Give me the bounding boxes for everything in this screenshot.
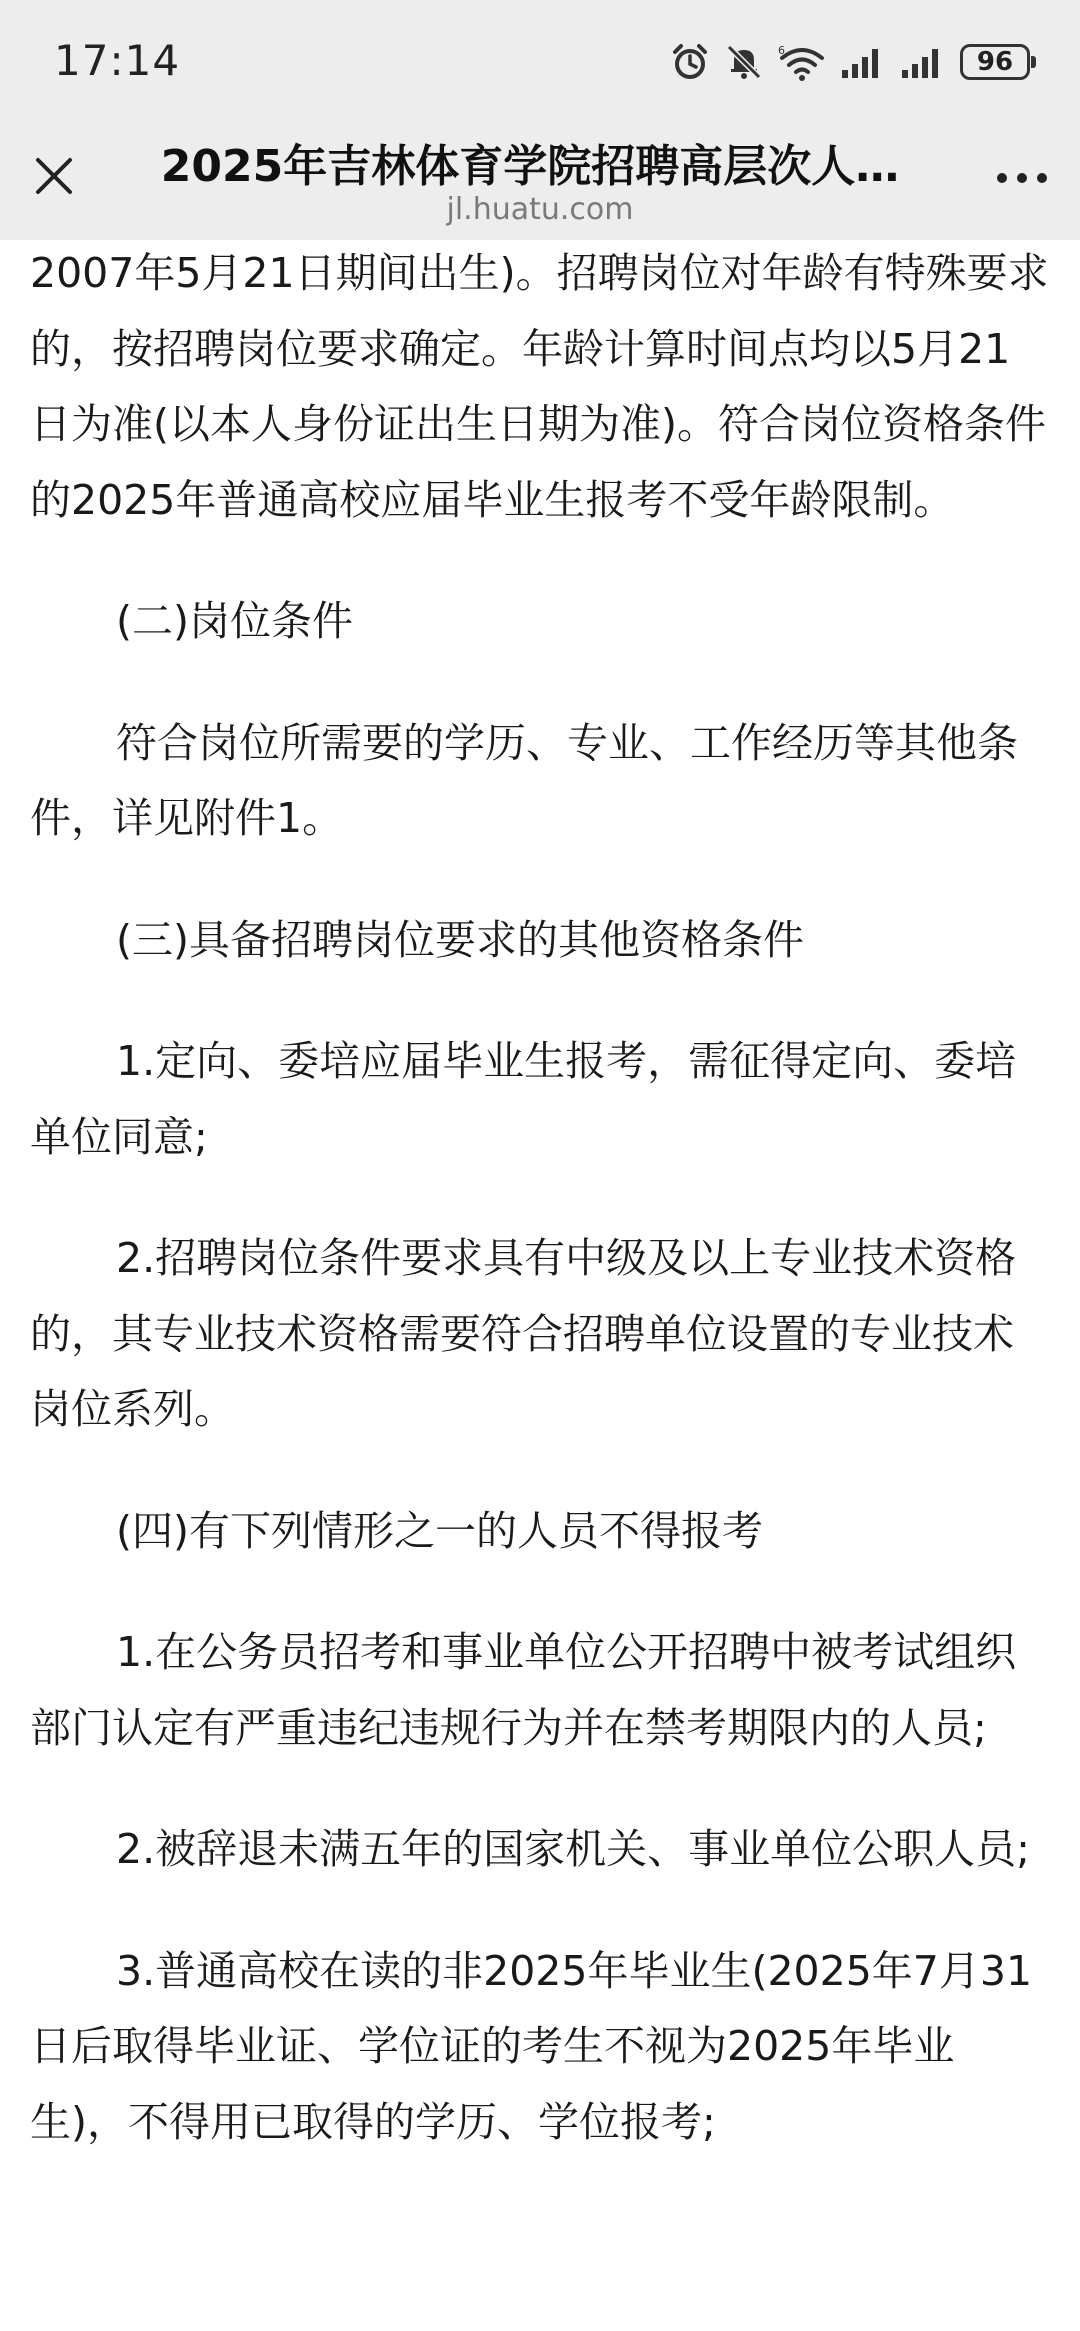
section-heading: (三)具备招聘岗位要求的其他资格条件: [116, 915, 804, 964]
top-chrome: [0, 0, 1080, 240]
mute-icon: [724, 42, 764, 82]
nav-bar: [0, 120, 1080, 240]
article-paragraph: 3.普通高校在读的非2025年毕业生(2025年7月31日后取得毕业证、学位证的考生不视为2025年毕业生)，不得用已取得的学历、学位报考;: [30, 1946, 1033, 2146]
article-paragraph: 2.招聘岗位条件要求具有中级及以上专业技术资格的，其专业技术资格需要符合招聘单位设置的专业技术岗位系列。: [30, 1234, 1017, 1433]
section-heading: (二)岗位条件: [116, 597, 353, 645]
signal-icon: [900, 44, 946, 80]
status-time: 17:14: [54, 36, 181, 85]
section-heading: (四)有下列情形之一的人员不得报考: [116, 1506, 763, 1555]
close-icon: [32, 154, 76, 198]
status-bar: [0, 0, 1080, 120]
article-paragraph: 1.在公务员招考和事业单位公开招聘中被考试组织部门认定有严重违纪违规行为并在禁考期限内的人员;: [30, 1628, 1017, 1752]
page-title: 2025年吉林体育学院招聘高层次人…: [160, 141, 900, 192]
close-button[interactable]: [26, 148, 82, 204]
article-paragraph: 1.定向、委培应届毕业生报考，需征得定向、委培单位同意;: [30, 1037, 1017, 1161]
alarm-icon: [670, 42, 710, 82]
status-icons: [670, 38, 1030, 86]
more-button[interactable]: [992, 150, 1052, 206]
page-domain: jl.huatu.com: [446, 192, 634, 227]
article-paragraph: 符合岗位所需要的学历、专业、工作经历等其他条件，详见附件1。: [30, 718, 1018, 842]
article-body: [30, 236, 1050, 2206]
signal-icon: [840, 44, 886, 80]
svg-text:6: 6: [778, 44, 785, 57]
battery-icon: 96: [960, 44, 1030, 80]
article-paragraph: 2.被辞退未满五年的国家机关、事业单位公职人员;: [116, 1825, 1030, 1873]
article-paragraph: 2007年5月21日期间出生)。招聘岗位对年龄有特殊要求的，按招聘岗位要求确定。年龄计算时间点均以5月21日为准(以本人身份证出生日期为准)。符合岗位资格条件的2025年普通高校应届毕业生报考不受年龄限制。: [30, 249, 1049, 524]
more-icon: [995, 171, 1049, 185]
wifi-icon: [778, 42, 826, 82]
